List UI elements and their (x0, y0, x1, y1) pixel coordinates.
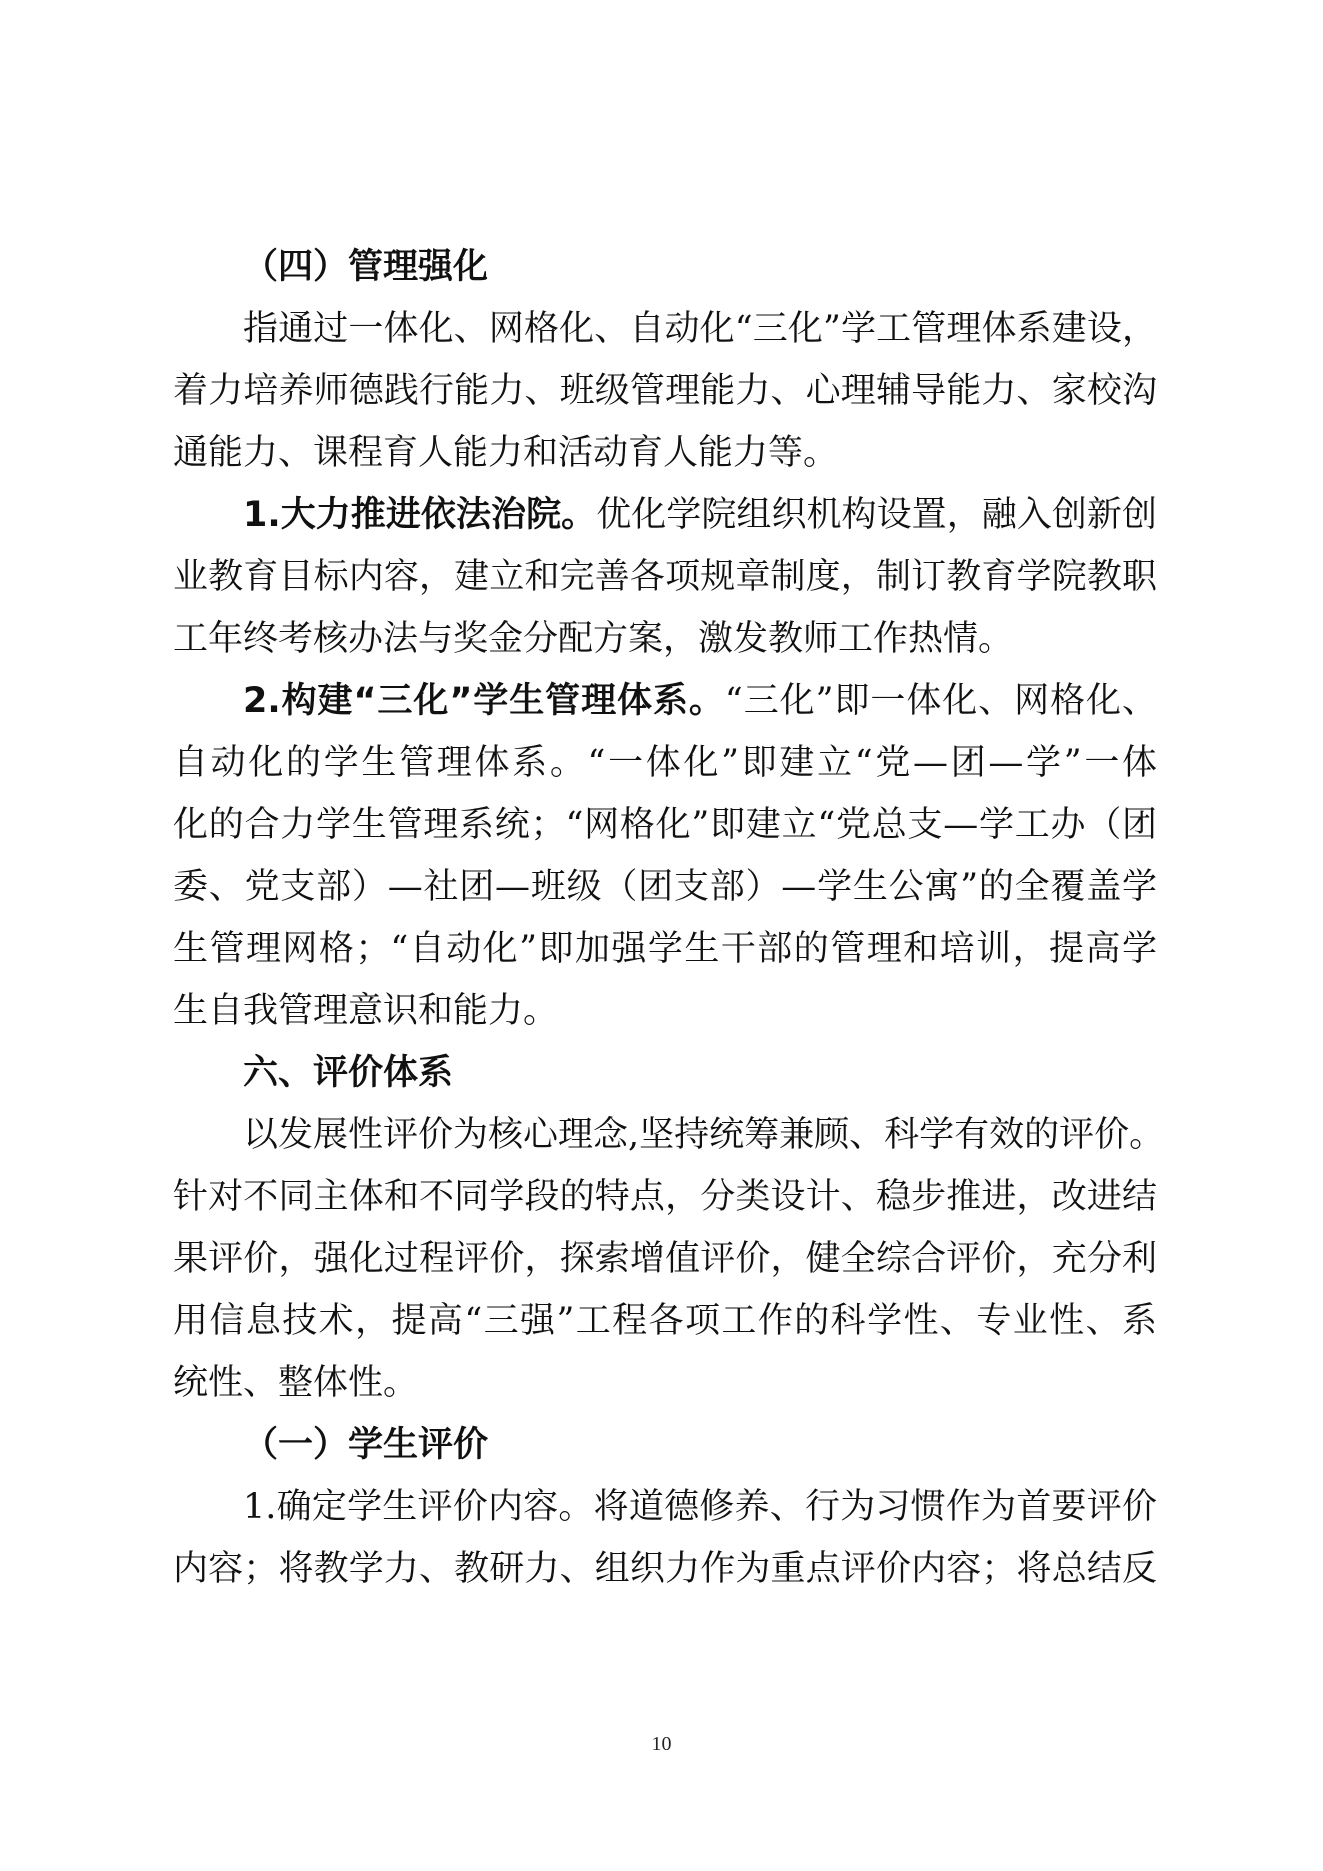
paragraph-line: 指通过一体化、网格化、自动化“三化”学工管理体系建设， (243, 309, 1157, 349)
subsection-heading-student-evaluation: （一）学生评价 (243, 1425, 489, 1465)
paragraph-line: 业教育目标内容，建立和完善各项规章制度，制订教育学院教职 (173, 557, 1157, 597)
paragraph-line: 内容；将教学力、教研力、组织力作为重点评价内容；将总结反 (173, 1549, 1157, 1589)
list-item-text: “三化”即一体化、网格化、 (724, 681, 1157, 721)
list-item-text: 优化学院组织机构设置，融入创新创 (596, 495, 1157, 535)
paragraph-line: 通能力、课程育人能力和活动育人能力等。 (173, 433, 839, 473)
paragraph-line (173, 670, 1157, 732)
paragraph-line: 委、党支部）—社团—班级（团支部）—学生公寓”的全覆盖学 (173, 867, 1157, 907)
paragraph-line: 以发展性评价为核心理念,坚持统筹兼顾、科学有效的评价。 (243, 1115, 1165, 1155)
paragraph-line: 果评价，强化过程评价，探索增值评价，健全综合评价，充分利 (173, 1239, 1157, 1279)
paragraph-line: 1.确定学生评价内容。将道德修养、行为习惯作为首要评价 (243, 1487, 1157, 1527)
list-item-title: 2.构建“三化”学生管理体系。 (243, 681, 725, 721)
subsection-heading-management: （四）管理强化 (243, 247, 489, 287)
paragraph-line: 化的合力学生管理系统；“网格化”即建立“党总支—学工办（团 (173, 805, 1157, 845)
paragraph-line: 着力培养师德践行能力、班级管理能力、心理辅导能力、家校沟 (173, 371, 1157, 411)
page-number: 10 (651, 1733, 672, 1755)
document-body (173, 236, 1165, 1600)
paragraph-line: 用信息技术，提高“三强”工程各项工作的科学性、专业性、系 (173, 1301, 1157, 1341)
paragraph-line: 自动化的学生管理体系。“一体化”即建立“党—团—学”一体 (173, 743, 1157, 783)
paragraph-line: 统性、整体性。 (173, 1363, 419, 1403)
paragraph-line: 工年终考核办法与奖金分配方案，激发教师工作热情。 (173, 619, 1014, 659)
paragraph-line: 生自我管理意识和能力。 (173, 991, 559, 1031)
list-item-student-evaluation-content (173, 1476, 1157, 1600)
paragraph-line: 生管理网格；“自动化”即加强学生干部的管理和培训，提高学 (173, 929, 1157, 969)
list-item-three-system (173, 670, 1157, 1042)
section-heading-evaluation: 六、评价体系 (243, 1053, 454, 1093)
list-item-title: 1.大力推进依法治院。 (243, 495, 597, 535)
paragraph-evaluation (173, 1104, 1165, 1414)
list-item-rule-of-law (173, 484, 1157, 670)
paragraph-line (173, 484, 1157, 546)
paragraph-management (173, 298, 1157, 484)
paragraph-line: 针对不同主体和不同学段的特点，分类设计、稳步推进，改进结 (173, 1177, 1157, 1217)
